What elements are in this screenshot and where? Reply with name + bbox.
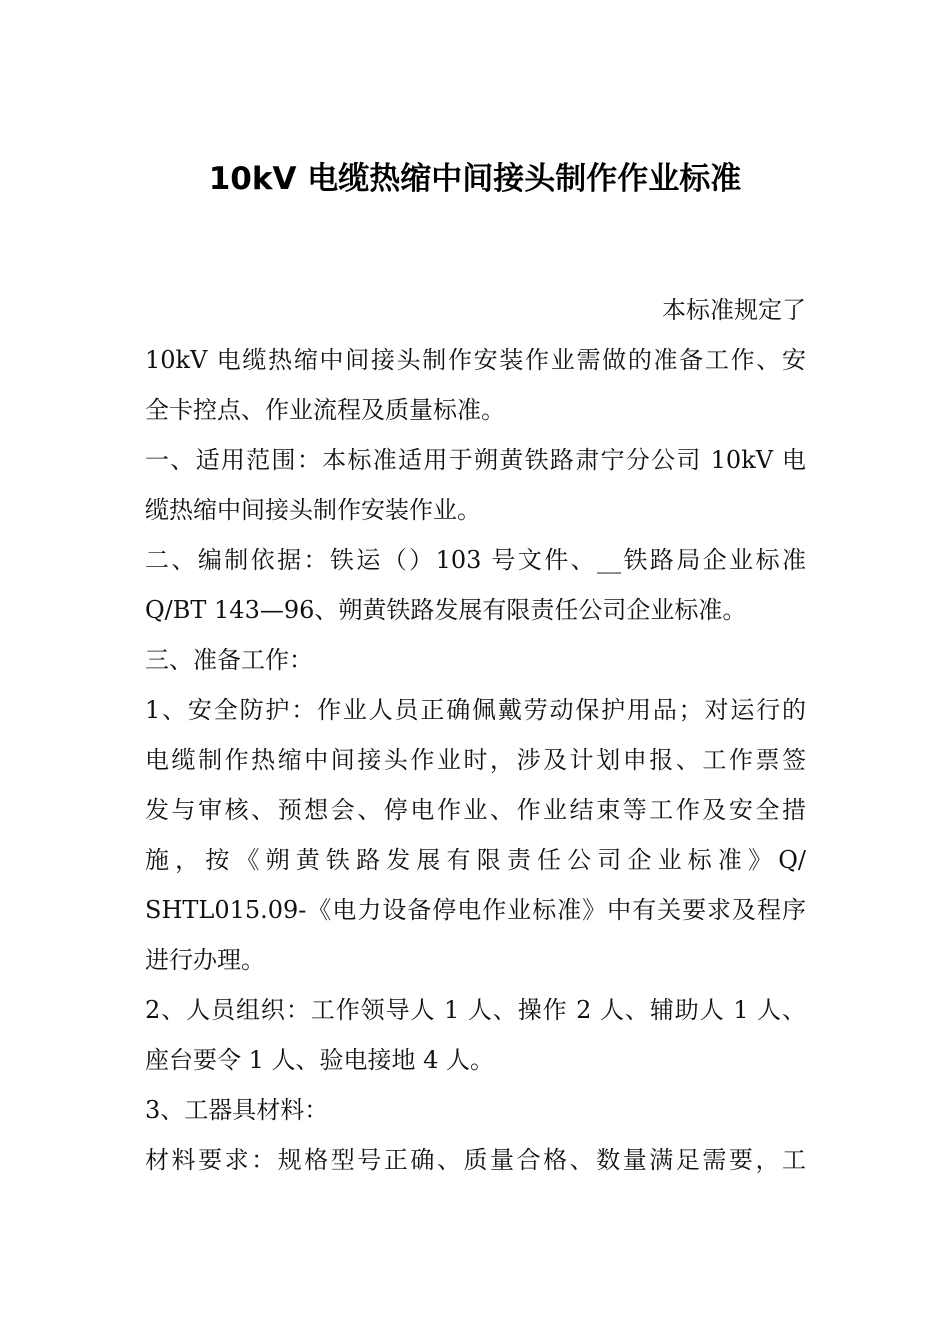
text-line-safety: 1、安全防护：作业人员正确佩戴劳动保护用品；对运行的 [145, 696, 806, 724]
text-line: Q/BT 143—96、朔黄铁路发展有限责任公司企业标准。 [145, 596, 747, 624]
text-line-basis: 二、编制依据：铁运（）103 号文件、__铁路局企业标准 [145, 546, 806, 574]
text-line: 进行办理。 [145, 946, 265, 974]
text-line-scope: 一、适用范围：本标准适用于朔黄铁路肃宁分公司 10kV 电 [145, 446, 806, 474]
text-line: 发与审核、预想会、停电作业、作业结束等工作及安全措 [145, 796, 806, 824]
text-line-tools: 3、工器具材料： [145, 1096, 329, 1124]
section-heading: 三、准备工作： [145, 646, 313, 674]
document-title: 10kV 电缆热缩中间接头制作作业标准 [208, 161, 742, 197]
text-line: 全卡控点、作业流程及质量标准。 [145, 396, 505, 424]
text-line-staffing: 2、人员组织：工作领导人 1 人、操作 2 人、辅助人 1 人、 [145, 996, 806, 1024]
text-line-intro: 本标准规定了 [662, 296, 806, 324]
text-line: 电缆制作热缩中间接头作业时，涉及计划申报、工作票签 [145, 746, 806, 774]
text-line: 缆热缩中间接头制作安装作业。 [145, 496, 481, 524]
text-line: SHTL015.09-《电力设备停电作业标准》中有关要求及程序 [145, 896, 806, 924]
text-line: 施，按《朔黄铁路发展有限责任公司企业标准》Q/ [145, 846, 806, 874]
text-line: 10kV 电缆热缩中间接头制作安装作业需做的准备工作、安 [145, 346, 806, 374]
text-line: 座台要令 1 人、验电接地 4 人。 [145, 1046, 495, 1074]
text-line-materials: 材料要求：规格型号正确、质量合格、数量满足需要，工 [145, 1146, 806, 1174]
